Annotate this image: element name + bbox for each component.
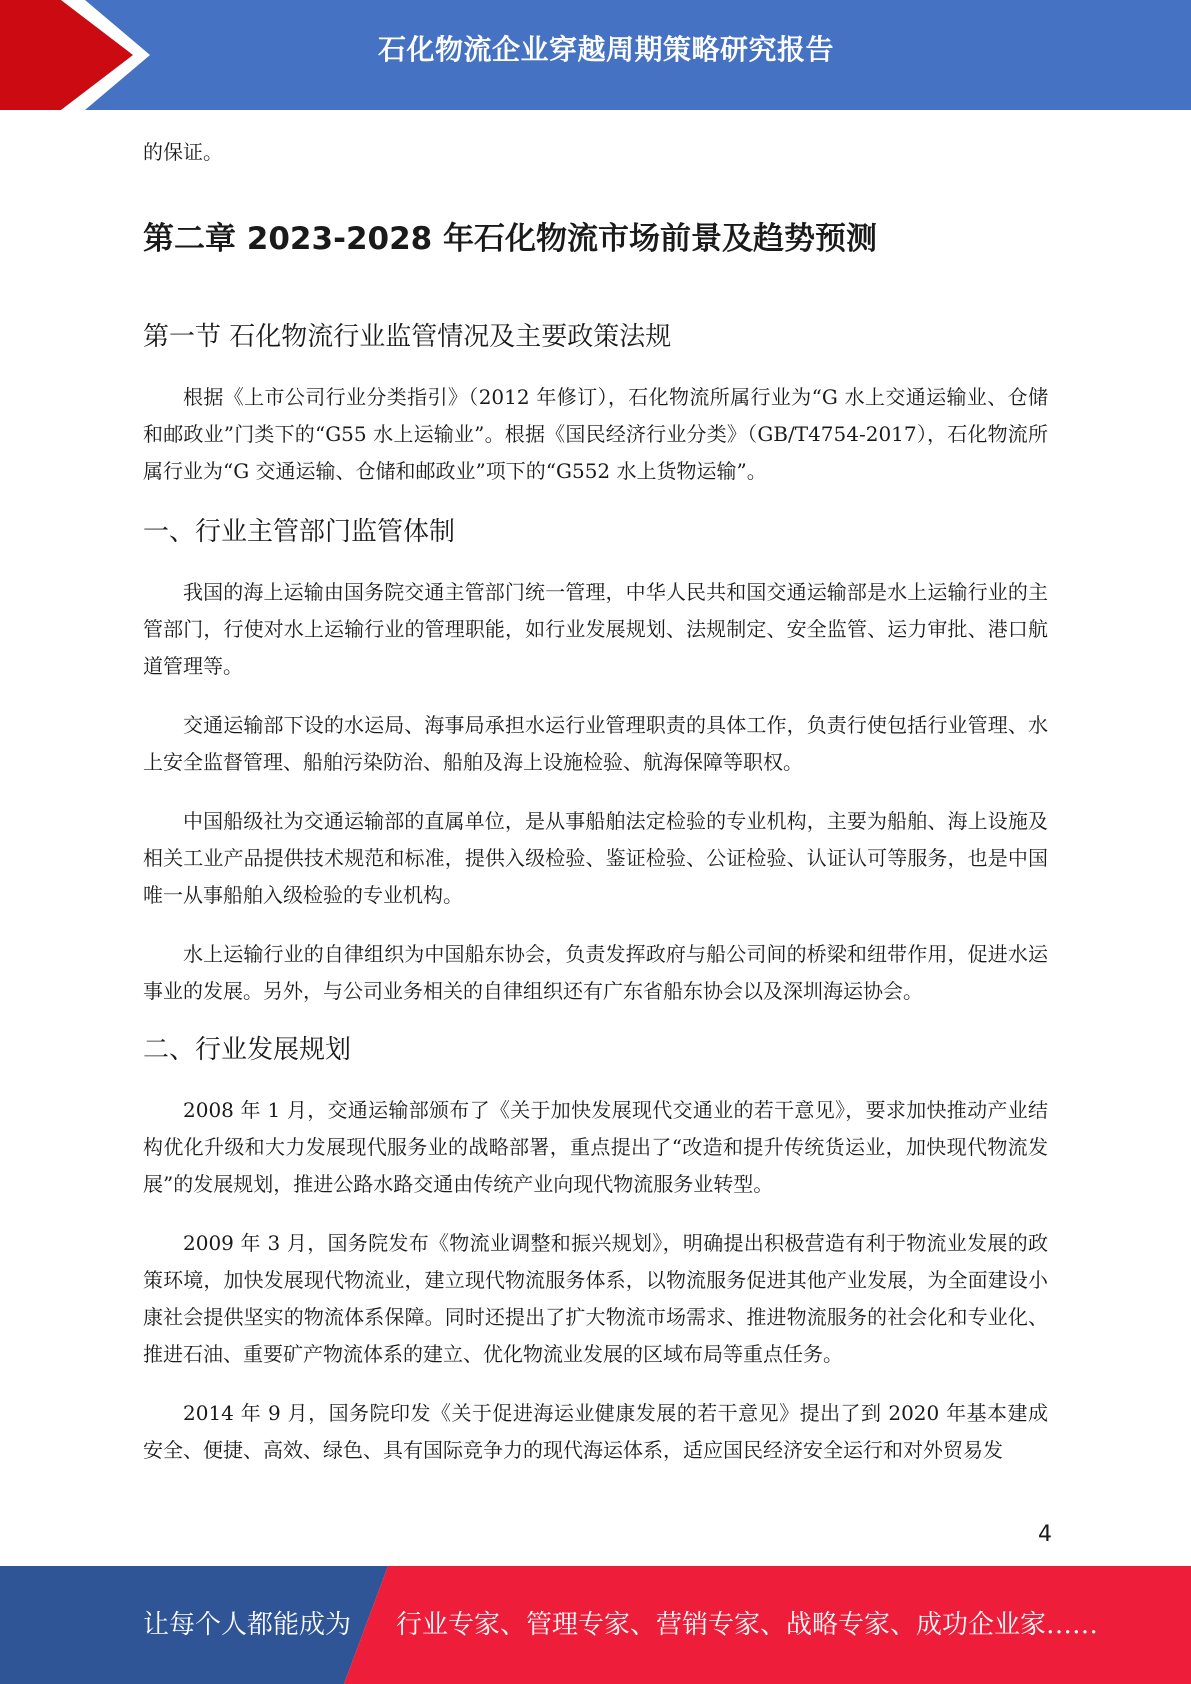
paragraph: 我国的海上运输由国务院交通主管部门统一管理，中华人民共和国交通运输部是水上运输行业的主管部门，行使对水上运输行业的管理职能，如行业发展规划、法规制定、安全监管、运力审批、港口航道管理等。 — [143, 580, 1048, 678]
paragraph: 2008 年 1 月，交通运输部颁布了《关于加快发展现代交通业的若干意见》，要求加快推动产业结构优化升级和大力发展现代服务业的战略部署，重点提出了“改造和提升传统货运业，加快现代物流发展”的发展规划，推进公路水路交通由传统产业向现代物流服务业转型。 — [143, 1098, 1048, 1196]
paragraph: 2014 年 9 月，国务院印发《关于促进海运业健康发展的若干意见》提出了到 2020 年基本建成安全、便捷、高效、绿色、具有国际竞争力的现代海运体系，适应国民经济安全运行和对外贸易发 — [143, 1401, 1048, 1462]
paragraph: 中国船级社为交通运输部的直属单位，是从事船舶法定检验的专业机构，主要为船舶、海上设施及相关工业产品提供技术规范和标准，提供入级检验、鉴证检验、公证检验、认证认可等服务，也是中国唯一从事船舶入级检验的专业机构。 — [143, 809, 1048, 907]
intro-paragraph: 根据《上市公司行业分类指引》（2012 年修订），石化物流所属行业为“G 水上交通运输业、仓储和邮政业”门类下的“G55 水上运输业”。根据《国民经济行业分类》（GB/T4754-2017），石化物流所属行业为“G 交通运输、仓储和邮政业”项下的“G552 水上货物运输”。 — [143, 385, 1048, 483]
page-header — [0, 0, 1191, 110]
paragraph: 交通运输部下设的水运局、海事局承担水运行业管理职责的具体工作，负责行使包括行业管理、水上安全监督管理、船舶污染防治、船舶及海上设施检验、航海保障等职权。 — [143, 713, 1048, 774]
footer-slogan-left: 让每个人都能成为 — [143, 1610, 352, 1640]
footer-slogan-right: 行业专家、管理专家、营销专家、战略专家、成功企业家…… — [396, 1610, 1099, 1640]
page-footer — [0, 1566, 1191, 1684]
section-title: 第一节 石化物流行业监管情况及主要政策法规 — [143, 322, 672, 352]
paragraph: 水上运输行业的自律组织为中国船东协会，负责发挥政府与船公司间的桥梁和纽带作用，促进水运事业的发展。另外，与公司业务相关的自律组织还有广东省船东协会以及深圳海运协会。 — [143, 942, 1048, 1003]
page-content — [143, 134, 1048, 1469]
continuation-text: 的保证。 — [143, 140, 223, 164]
chapter-title: 第二章 2023-2028 年石化物流市场前景及趋势预测 — [143, 221, 878, 257]
report-title: 石化物流企业穿越周期策略研究报告 — [377, 33, 834, 66]
page-number: 4 — [1038, 1522, 1052, 1547]
subsection-title-planning: 二、行业发展规划 — [143, 1035, 352, 1065]
paragraph: 2009 年 3 月，国务院发布《物流业调整和振兴规划》，明确提出积极营造有利于物流业发展的政策环境，加快发展现代物流业，建立现代物流服务体系，以物流服务促进其他产业发展，为全面建设小康社会提供坚实的物流体系保障。同时还提出了扩大物流市场需求、推进物流服务的社会化和专业化、推进石油、重要矿产物流体系的建立、优化物流业发展的区域布局等重点任务。 — [143, 1231, 1048, 1366]
subsection-title-supervision: 一、行业主管部门监管体制 — [143, 517, 456, 547]
